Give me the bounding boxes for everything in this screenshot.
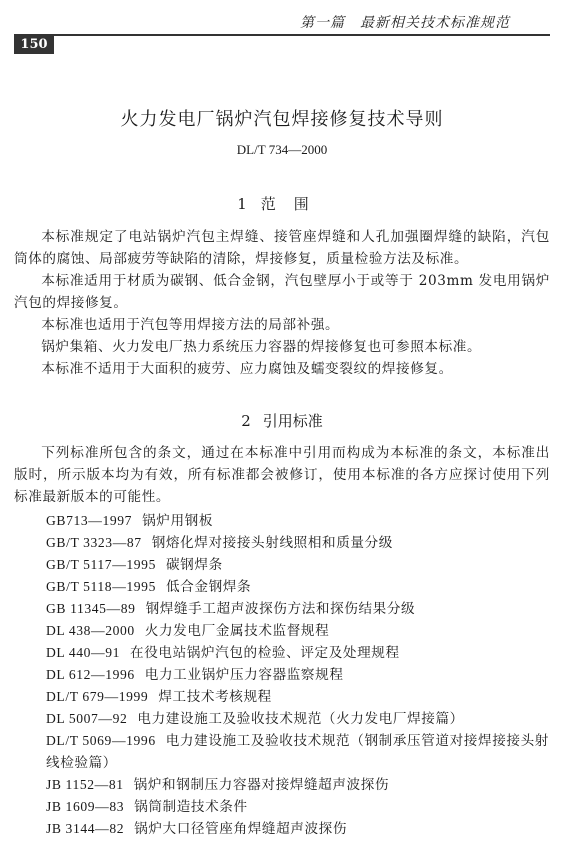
reference-title: 锅炉和钢制压力容器对接焊缝超声波探伤 <box>133 777 390 793</box>
section-body-scope <box>14 226 550 380</box>
reference-item <box>46 796 550 818</box>
reference-code: DL/T 5069—1996 <box>46 733 156 748</box>
section-heading-references <box>0 410 564 431</box>
document-title: 火力发电厂锅炉汽包焊接修复技术导则 <box>120 109 444 130</box>
reference-title: 电力建设施工及验收技术规范（火力发电厂焊接篇） <box>137 711 464 727</box>
paragraph: 下列标准所包含的条文，通过在本标准中引用而构成为本标准的条文，本标准出版时，所示版本均为有效，所有标准都会被修订，使用本标准的各方应探讨使用下列标准最新版本的可能性。 <box>14 445 550 505</box>
paragraph: 本标准不适用于大面积的疲劳、应力腐蚀及蠕变裂纹的焊接修复。 <box>41 361 453 377</box>
reference-code: DL 440—91 <box>46 645 120 660</box>
section-number: 2 <box>241 412 251 430</box>
reference-item <box>46 686 550 708</box>
reference-title: 锅筒制造技术条件 <box>134 799 248 815</box>
reference-item <box>46 774 550 796</box>
page-number: 150 <box>14 36 54 54</box>
reference-item <box>46 510 550 532</box>
reference-title: 电力工业锅炉压力容器监察规程 <box>144 667 344 683</box>
reference-item <box>46 708 550 730</box>
paragraph: 锅炉集箱、火力发电厂热力系统压力容器的焊接修复也可参照本标准。 <box>41 339 482 355</box>
reference-title: 在役电站锅炉汽包的检验、评定及处理规程 <box>130 645 400 661</box>
reference-code: JB 1152—81 <box>46 777 124 792</box>
section-heading-scope <box>0 193 564 214</box>
reference-code: JB 3144—82 <box>46 821 125 836</box>
reference-code: DL/T 679—1999 <box>46 689 149 704</box>
reference-item <box>46 620 550 642</box>
paragraph: 本标准也适用于汽包等用焊接方法的局部补强。 <box>41 317 340 333</box>
reference-code: GB/T 5118—1995 <box>46 579 156 594</box>
section-number: 1 <box>237 195 247 213</box>
reference-item <box>46 642 550 664</box>
reference-code: GB/T 3323—87 <box>46 535 142 550</box>
reference-title: 锅炉大口径管座角焊缝超声波探伤 <box>134 821 348 837</box>
reference-title: 低合金钢焊条 <box>165 579 252 595</box>
reference-code: DL 5007—92 <box>46 711 128 726</box>
reference-code: GB 11345—89 <box>46 601 136 616</box>
reference-title: 火力发电厂金属技术监督规程 <box>144 623 330 639</box>
reference-title: 电力建设施工及验收技术规范（钢制承压管道对接焊接接头射线检验篇） <box>46 733 549 771</box>
reference-code: GB/T 5117—1995 <box>46 557 156 572</box>
running-header-title: 第一篇 最新相关技术标准规范 <box>300 15 510 31</box>
reference-title: 钢熔化焊对接接头射线照相和质量分级 <box>151 535 393 551</box>
reference-title: 锅炉用钢板 <box>142 513 214 529</box>
reference-code: DL 612—1996 <box>46 667 135 682</box>
reference-item <box>46 598 550 620</box>
reference-code: JB 1609—83 <box>46 799 125 814</box>
reference-code: GB713—1997 <box>46 513 133 528</box>
section-title: 范围 <box>260 195 327 213</box>
reference-title: 碳钢焊条 <box>165 557 223 573</box>
reference-list <box>46 510 550 840</box>
reference-item <box>46 576 550 598</box>
reference-item <box>46 818 550 840</box>
section-title: 引用标准 <box>262 412 323 430</box>
document-number: DL/T 734—2000 <box>236 142 328 157</box>
section-body-references <box>14 442 550 508</box>
running-header <box>14 8 550 52</box>
reference-title: 焊工技术考核规程 <box>158 689 272 705</box>
reference-item <box>46 664 550 686</box>
reference-title: 钢焊缝手工超声波探伤方法和探伤结果分级 <box>145 601 416 617</box>
reference-code: DL 438—2000 <box>46 623 135 638</box>
reference-item <box>14 730 550 774</box>
reference-item <box>46 532 550 554</box>
paragraph: 本标准适用于材质为碳钢、低合金钢，汽包壁厚小于或等于 203mm 发电用锅炉汽包的焊接修复。 <box>14 273 550 311</box>
reference-item <box>46 554 550 576</box>
header-rule <box>14 34 550 36</box>
paragraph: 本标准规定了电站锅炉汽包主焊缝、接管座焊缝和人孔加强圈焊缝的缺陷，汽包筒体的腐蚀、局部疲劳等缺陷的清除，焊接修复，质量检验方法及标准。 <box>14 229 550 267</box>
